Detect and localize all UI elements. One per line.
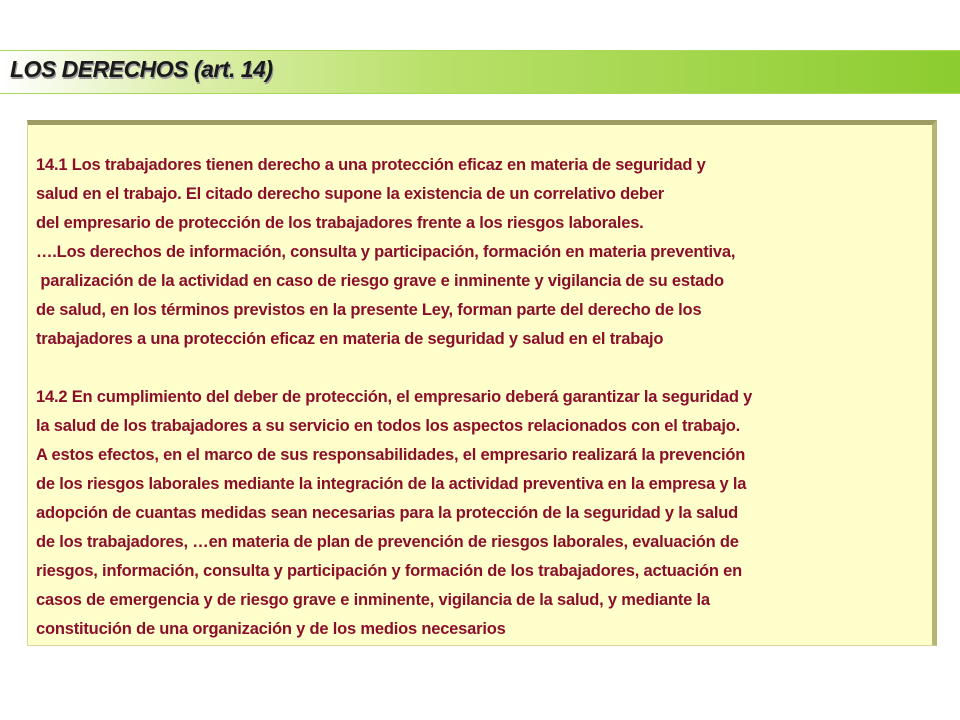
- text-line: constitución de una organización y de los medios necesarios: [36, 620, 506, 638]
- text-line: la salud de los trabajadores a su servicio en todos los aspectos relacionados con el trabajo.: [36, 417, 740, 435]
- title-bar: [0, 50, 960, 94]
- text-line: casos de emergencia y de riesgo grave e inminente, vigilancia de la salud, y mediante la: [36, 591, 710, 609]
- content-panel: [27, 120, 937, 646]
- text-line: trabajadores a una protección eficaz en materia de seguridad y salud en el trabajo: [36, 330, 664, 348]
- text-line: 14.1 Los trabajadores tienen derecho a una protección eficaz en materia de seguridad y: [36, 156, 706, 174]
- panel-text: [36, 151, 926, 644]
- paragraph-gap: [36, 354, 926, 383]
- text-line: riesgos, información, consulta y participación y formación de los trabajadores, actuación en: [36, 562, 742, 580]
- text-line: A estos efectos, en el marco de sus responsabilidades, el empresario realizará la prevención: [36, 446, 746, 464]
- paragraph-14-1: [36, 151, 926, 354]
- text-line: paralización de la actividad en caso de riesgo grave e inminente y vigilancia de su estado: [36, 272, 724, 290]
- paragraph-14-2: [36, 383, 926, 644]
- slide-title: LOS DERECHOS (art. 14): [10, 56, 273, 82]
- text-line: de los trabajadores, …en materia de plan de prevención de riesgos laborales, evaluación de: [36, 533, 739, 551]
- text-line: salud en el trabajo. El citado derecho supone la existencia de un correlativo deber: [36, 185, 665, 203]
- text-line: ….Los derechos de información, consulta y participación, formación en materia preventiva,: [36, 243, 736, 261]
- text-line: de salud, en los términos previstos en la presente Ley, forman parte del derecho de los: [36, 301, 702, 319]
- text-line: de los riesgos laborales mediante la integración de la actividad preventiva en la empresa y la: [36, 475, 747, 493]
- text-line: del empresario de protección de los trabajadores frente a los riesgos laborales.: [36, 214, 644, 232]
- text-line: adopción de cuantas medidas sean necesarias para la protección de la seguridad y la salud: [36, 504, 739, 522]
- text-line: 14.2 En cumplimiento del deber de protección, el empresario deberá garantizar la seguridad y: [36, 388, 753, 406]
